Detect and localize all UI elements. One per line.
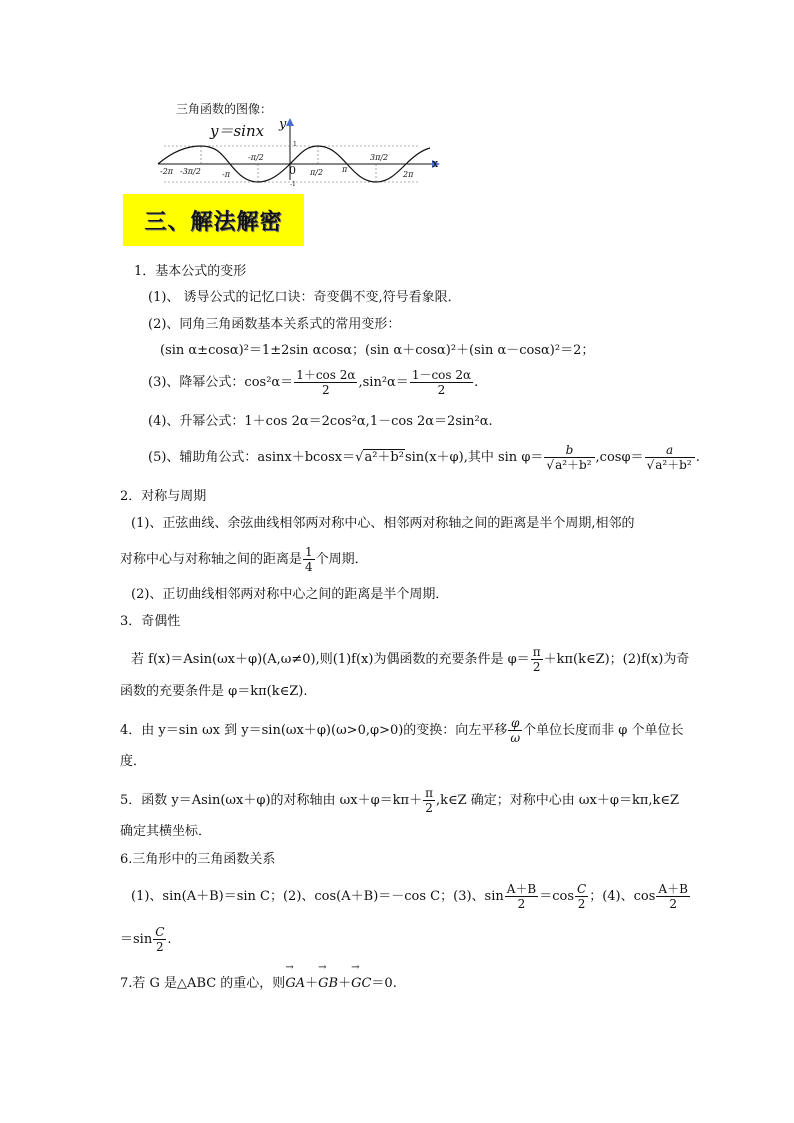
tick-label: 3π/2 — [370, 153, 389, 162]
numerator: π — [425, 786, 433, 800]
denominator: 2 — [531, 659, 543, 674]
vector-ga: → GA — [285, 974, 305, 994]
sqrt-sign: √ — [355, 450, 364, 465]
numerator: C — [155, 925, 165, 939]
text: sin(x＋φ),其中 sin φ＝ — [404, 450, 544, 465]
text: . — [474, 375, 479, 390]
tick-label: -2π — [160, 167, 174, 176]
numerator: A＋B — [506, 882, 537, 896]
item-3-line2: 函数的充要条件是 φ＝kπ(k∈Z). — [120, 684, 308, 699]
y-axis-label: y — [279, 117, 287, 132]
item-1-heading: 1．基本公式的变形 — [134, 264, 247, 279]
text: (5)、辅助角公式：asinx＋bcosx＝ — [148, 450, 356, 465]
item-1-p2-formula: (sin α±cosα)²＝1±2sin αcosα；(sin α＋cosα)²＋(sin α－cosα)²＝2； — [160, 343, 595, 358]
item-2-p2: (2)、正切曲线相邻两对称中心之间的距离是半个周期． — [131, 587, 449, 602]
fraction — [505, 882, 539, 911]
fraction — [575, 882, 588, 911]
text: ＝cos — [539, 889, 575, 904]
numerator: 1－cos 2α — [411, 368, 472, 382]
item-2-heading: 2．对称与周期 — [120, 489, 207, 504]
fraction — [303, 545, 315, 574]
item-6-heading: 6.三角形中的三角函数关系 — [120, 852, 276, 867]
item-2-p1-line2 — [120, 545, 368, 574]
vector-gc: → GC — [351, 974, 371, 994]
text: ＝0. — [371, 976, 397, 991]
fraction — [645, 443, 695, 472]
sqrt-radicand: a²＋b² — [555, 458, 592, 472]
y-tick-label: -1 — [290, 181, 296, 188]
item-1-p4: (4)、升幂公式：1＋cos 2α＝2cos²α,1－cos 2α＝2sin²α. — [148, 414, 493, 429]
text: ,k∈Z 确定；对称中心由 ωx＋φ＝kπ,k∈Z — [436, 793, 680, 808]
numerator: a — [666, 443, 674, 457]
tick-label: -3π/2 — [180, 167, 201, 176]
item-7-line — [120, 974, 397, 994]
fraction — [531, 645, 543, 674]
text: (3)、降幂公式：cos²α＝ — [148, 375, 294, 390]
sqrt-radicand: a²＋b² — [364, 450, 404, 465]
y-axis-arrow-icon — [286, 118, 294, 126]
text: ＋ — [338, 976, 352, 991]
text: 5．函数 y＝Asin(ωx＋φ)的对称轴由 ωx＋φ＝kπ＋ — [120, 793, 423, 808]
denominator: 2 — [153, 939, 166, 954]
origin-label: 0 — [289, 164, 296, 177]
text: 对称中心与对称轴之间的距离是 — [120, 552, 303, 567]
item-2-p1-line1: (1)、正弦曲线、余弦曲线相邻两对称中心、相邻两对称轴之间的距离是半个周期,相邻的 — [131, 516, 635, 531]
sine-graph — [150, 118, 450, 190]
item-5-line2: 确定其横坐标． — [120, 824, 212, 839]
numerator: 1 — [305, 545, 313, 559]
numerator: 1＋cos 2α — [296, 368, 356, 382]
text: 7.若 G 是△ABC 的重心，则 — [120, 976, 286, 991]
numerator: π — [532, 645, 541, 659]
denominator: 2 — [575, 896, 588, 911]
item-1-p2: (2)、同角三角函数基本关系式的常用变形： — [148, 317, 401, 332]
text: ,cosφ＝ — [595, 450, 644, 465]
tick-label: π — [342, 165, 348, 174]
denominator: ω — [510, 731, 521, 745]
item-1-p3 — [148, 368, 478, 397]
function-label: y＝sinx — [210, 122, 265, 140]
numerator: C — [577, 882, 587, 896]
item-3-line1 — [131, 645, 689, 674]
denominator: 2 — [410, 382, 473, 397]
item-6-line2 — [120, 925, 172, 954]
denominator: 2 — [505, 896, 539, 911]
text: . — [167, 932, 172, 947]
fraction — [410, 368, 473, 397]
fraction — [544, 443, 594, 472]
denominator: √a²＋b² — [544, 457, 594, 472]
text: ＋kπ(k∈Z)；(2)f(x)为奇 — [543, 652, 690, 667]
item-1-p5 — [148, 443, 700, 472]
item-1-p1: (1)、 诱导公式的记忆口诀：奇变偶不变,符号看象限． — [148, 290, 461, 305]
denominator: 2 — [656, 896, 690, 911]
numerator: b — [565, 443, 574, 457]
tick-label: -π — [222, 170, 230, 179]
fraction — [153, 925, 166, 954]
item-4-line1 — [120, 716, 683, 745]
text: 4．由 y＝sin ωx 到 y＝sin(ωx＋φ)(ω>0,φ>0)的变换：向左平移 — [120, 723, 508, 738]
section-title: 三、解法解密 — [144, 208, 283, 235]
numerator: φ — [511, 716, 520, 730]
text: ＋ — [305, 976, 319, 991]
fraction — [656, 882, 690, 911]
text: ＝sin — [120, 932, 153, 947]
denominator: √a²＋b² — [645, 457, 695, 472]
text: ,sin²α＝ — [358, 375, 409, 390]
item-5-line1 — [120, 786, 679, 815]
text: (1)、sin(A＋B)＝sin C；(2)、cos(A＋B)＝－cos C；(3)、sin — [131, 889, 504, 904]
section-title-highlight — [123, 194, 304, 246]
fraction — [423, 786, 435, 815]
graph-caption: 三角函数的图像： — [176, 102, 273, 116]
text: ；(4)、cos — [589, 889, 656, 904]
vector-gb: → GB — [318, 974, 338, 994]
numerator: A＋B — [658, 882, 688, 896]
tick-label: -π/2 — [248, 153, 264, 162]
sqrt-radicand: a²＋b² — [655, 458, 692, 472]
fraction — [294, 368, 357, 397]
denominator: 2 — [294, 382, 357, 397]
text: 个单位长度而非 φ 个单位长 — [523, 723, 684, 738]
text: 若 f(x)＝Asin(ωx＋φ)(A,ω≠0),则(1)f(x)为偶函数的充要条件是 φ＝ — [131, 652, 530, 667]
text: 个周期． — [315, 552, 368, 567]
text: . — [695, 450, 700, 465]
tick-label: 2π — [403, 170, 414, 179]
item-6-line1 — [131, 882, 691, 911]
tick-label: π/2 — [310, 168, 324, 177]
x-axis-label: x — [432, 157, 439, 170]
item-3-heading: 3．奇偶性 — [120, 614, 181, 629]
fraction — [508, 716, 522, 745]
y-tick-label: 1 — [293, 141, 297, 148]
denominator: 4 — [305, 560, 313, 574]
item-4-line2: 度． — [120, 754, 147, 769]
denominator: 2 — [423, 800, 435, 815]
